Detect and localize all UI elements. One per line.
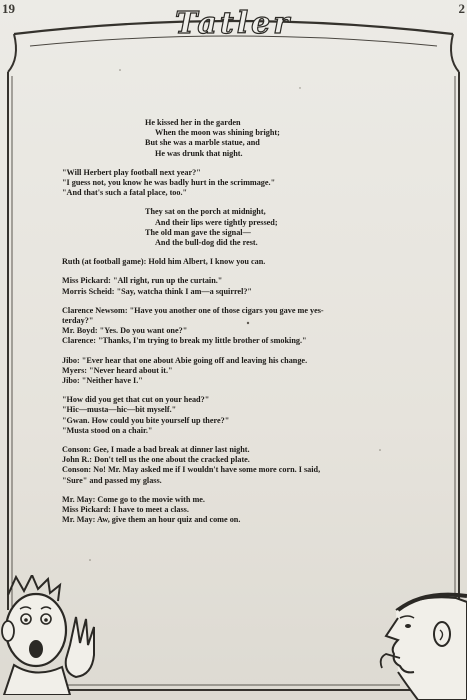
joke-line: "How did you get that cut on your head?" [62, 395, 210, 405]
joke-line: Miss Pickard: I have to meet a class. [62, 505, 189, 515]
poem-line: He kissed her in the garden [145, 118, 241, 127]
joke-ruth: Ruth (at football game): Hold him Albert, I know you can. [62, 257, 266, 267]
joke-curtain [62, 276, 428, 296]
joke-line: Clarence: "Thanks, I'm trying to break my little brother of smoking." [62, 336, 307, 346]
jokes-column [62, 118, 428, 526]
joke-corn [62, 445, 428, 486]
poem-line: The old man gave the signal— [145, 227, 251, 237]
joke-line: Conson: No! Mr. May asked me if I wouldn't have some more corn. I said, [62, 465, 321, 475]
joke-abie [62, 356, 428, 387]
poem-line: And their lips were tightly pressed; [155, 217, 278, 227]
joke-line: John R.: Don't tell us the one about the cracked plate. [62, 455, 250, 465]
cartoon-boy-illustration [0, 575, 120, 695]
joke-line: "Sure" and passed my glass. [62, 475, 162, 485]
poem-line: They sat on the porch at midnight, [145, 207, 266, 217]
poem-line: And the bull-dog did the rest. [155, 238, 258, 248]
page-number-left: 19 [2, 1, 15, 16]
poem-porch [145, 207, 428, 248]
joke-line: "Hic—musta—hic—bit myself." [62, 405, 177, 415]
joke-line: Jibo: "Ever hear that one about Abie going off and leaving his change. [62, 355, 308, 365]
joke-line: Myers: "Never heard about it." [62, 365, 173, 375]
joke-line: "Musta stood on a chair." [62, 425, 153, 435]
joke-line: Morris Scheid: "Say, watcha think I am—a squirrel?" [62, 286, 252, 296]
page-number-right: 2 [458, 1, 465, 16]
joke-line: "And that's such a fatal place, too." [62, 188, 188, 198]
joke-line: Mr. Boyd: "Yes. Do you want one?" [62, 326, 188, 336]
joke-line: Clarence Newsom: "Have you another one of those cigars you gave me yes- [62, 305, 324, 315]
poem-line: When the moon was shining bright; [155, 128, 280, 138]
joke-line: terday?" [62, 316, 94, 326]
poem-line: But she was a marble statue, and [145, 138, 260, 148]
joke-line: "I guess not, you know he was badly hurt in the scrimmage." [62, 178, 276, 188]
joke-football [62, 168, 428, 199]
cartoon-man-profile-illustration [378, 588, 467, 700]
joke-line: "Gwan. How could you bite yourself up there?" [62, 415, 230, 425]
joke-cut [62, 395, 428, 436]
joke-movie [62, 495, 428, 526]
joke-line: Mr. May: Aw, give them an hour quiz and come on. [62, 515, 241, 525]
joke-line: Miss Pickard: "All right, run up the curtain." [62, 276, 223, 286]
poem-line: He was drunk that night. [155, 148, 243, 158]
joke-line: Conson: Gee, I made a bad break at dinner last night. [62, 445, 250, 455]
joke-line: Jibo: "Neither have I." [62, 376, 143, 386]
joke-cigars [62, 306, 428, 347]
joke-line: Mr. May: Come go to the movie with me. [62, 494, 205, 504]
joke-line: "Will Herbert play football next year?" [62, 167, 201, 177]
poem-garden [145, 118, 428, 159]
masthead-title: Tatler [174, 6, 293, 41]
